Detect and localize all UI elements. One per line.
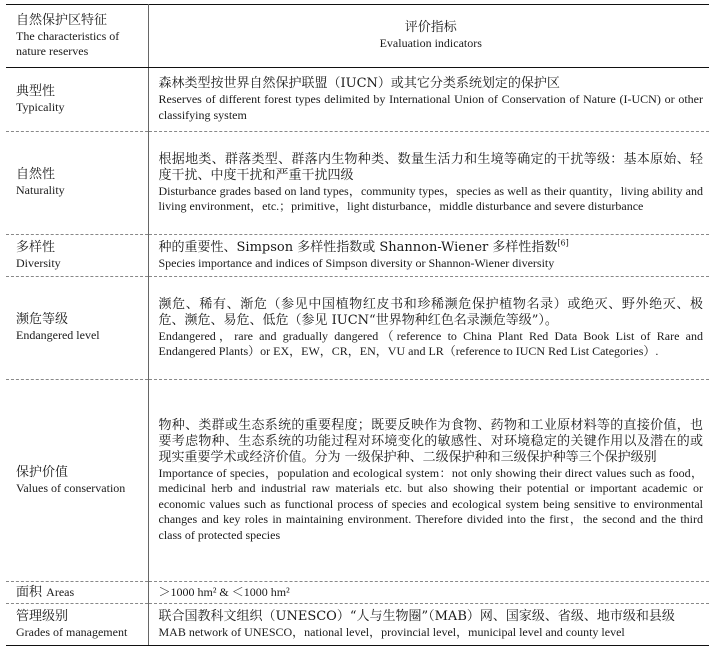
row-indicator <box>148 132 709 235</box>
table-row-naturality <box>6 132 709 235</box>
row-indicator-zh: 根据地类、群落类型、群落内生物种类、数量生活力和生境等确定的干扰等级：基本原始、轻度干扰、中度干扰和严重干扰四级 <box>158 151 703 183</box>
row-label-en: Values of conservation <box>16 480 126 495</box>
table-row-typicality <box>6 68 709 132</box>
row-indicator-en: Disturbance grades based on land types，community types，species as well as their quantity，living ability and living environment，etc.；primitive，light disturbance，middle disturbance and severe disturbance <box>158 183 703 213</box>
row-indicator-zh <box>159 240 704 256</box>
row-label-en: Endangered level <box>16 328 100 343</box>
row-indicator-en: Importance of species，population and ecological system：not only showing their direct values such as food，medicinal herb and industrial raw materials etc. but also showing their potential or important academic or economic values such as functional process of species and ecological system being sensitive to environmental changes and key roles in maintaining environment. Therefore divided into the first，the second and the third class of protected species <box>158 465 703 542</box>
evaluation-table <box>6 4 709 646</box>
row-label-zh: 多样性 <box>16 239 56 255</box>
row-indicator-en: Species importance and indices of Simpson diversity or Shannon-Wiener diversity <box>158 255 555 270</box>
table-header-row <box>6 5 709 68</box>
header-col1-zh: 自然保护区特征 <box>16 12 108 28</box>
table-row-management-grades <box>6 604 709 646</box>
row-indicator <box>148 380 709 582</box>
citation-ref: [6] <box>557 238 569 248</box>
row-indicator-en: MAB network of UNESCO，national level，provincial level，municipal level and county level <box>158 624 625 639</box>
row-indicator <box>148 582 709 604</box>
table-row-endangered-level <box>6 277 709 380</box>
table-row-diversity <box>6 235 709 277</box>
row-label-inline <box>16 585 148 601</box>
row-label-en: Grades of management <box>16 624 128 639</box>
row-label-en: Areas <box>46 584 75 599</box>
header-col1 <box>6 5 148 68</box>
row-label-en: Typicality <box>16 99 65 114</box>
table-row-conservation-values <box>6 380 709 582</box>
row-indicator-areas: ＞1000 hm² & ＜1000 hm² <box>158 584 290 599</box>
row-indicator-zh-text: 种的重要性、Simpson 多样性指数或 Shannon-Wiener 多样性指数 <box>158 239 558 255</box>
row-label-zh: 典型性 <box>16 83 56 99</box>
row-label-zh: 保护价值 <box>16 464 69 480</box>
table-row-areas <box>6 582 709 604</box>
row-indicator-zh: 物种、类群或生态系统的重要程度；既要反映作为食物、药物和工业原材料等的直接价值，也要考虑物种、生态系统的功能过程对环境变化的敏感性、对环境稳定的关键作用以及潜在的或现实重要学术或经济价值。分为 一级保护种、二级保护种和三级保护种等三个保护级别 <box>158 417 703 465</box>
header-col2 <box>148 5 709 68</box>
row-indicator <box>148 277 709 380</box>
row-indicator-zh: 森林类型按世界自然保护联盟（IUCN）或其它分类系统划定的保护区 <box>158 76 560 91</box>
header-col2-en: Evaluation indicators <box>379 36 482 51</box>
row-label-en: Diversity <box>16 255 61 270</box>
row-label-en: Naturality <box>16 183 65 198</box>
header-col1-en: The characteristics of nature reserves <box>16 28 120 58</box>
row-indicator <box>148 235 709 277</box>
row-label-zh: 自然性 <box>16 167 56 183</box>
row-label <box>6 604 148 646</box>
row-label-zh: 面积 <box>16 584 43 600</box>
row-label <box>6 68 148 132</box>
row-label <box>6 235 148 277</box>
row-label-zh: 管理级别 <box>16 608 69 624</box>
header-col2-zh: 评价指标 <box>404 20 457 36</box>
row-label <box>6 132 148 235</box>
evaluation-table-container <box>6 4 709 646</box>
row-indicator <box>148 604 709 646</box>
row-label-zh: 濒危等级 <box>16 312 69 328</box>
row-indicator-en: Endangered，rare and gradually dangered（reference to China Plant Red Data Book List of Rare and Endangered Plants）or EX，EW，CR，EN，VU and LR（reference to IUCN Red List Categories）. <box>158 328 703 358</box>
row-label <box>6 277 148 380</box>
row-indicator <box>148 68 709 132</box>
row-indicator-zh: 联合国教科文组织（UNESCO）“人与生物圈”（MAB）网、国家级、省级、地市级和县级 <box>158 608 675 624</box>
row-label <box>6 380 148 582</box>
row-indicator-en: Reserves of different forest types delimited by International Union of Conservation of Nature (I-UCN) or other classifying system <box>158 92 703 122</box>
row-label <box>6 582 148 604</box>
row-indicator-zh: 濒危、稀有、渐危（参见中国植物红皮书和珍稀濒危保护植物名录）或绝灭、野外绝灭、极危、濒危、易危、低危（参见 IUCN“世界物种红色名录濒危等级”）。 <box>158 296 703 328</box>
